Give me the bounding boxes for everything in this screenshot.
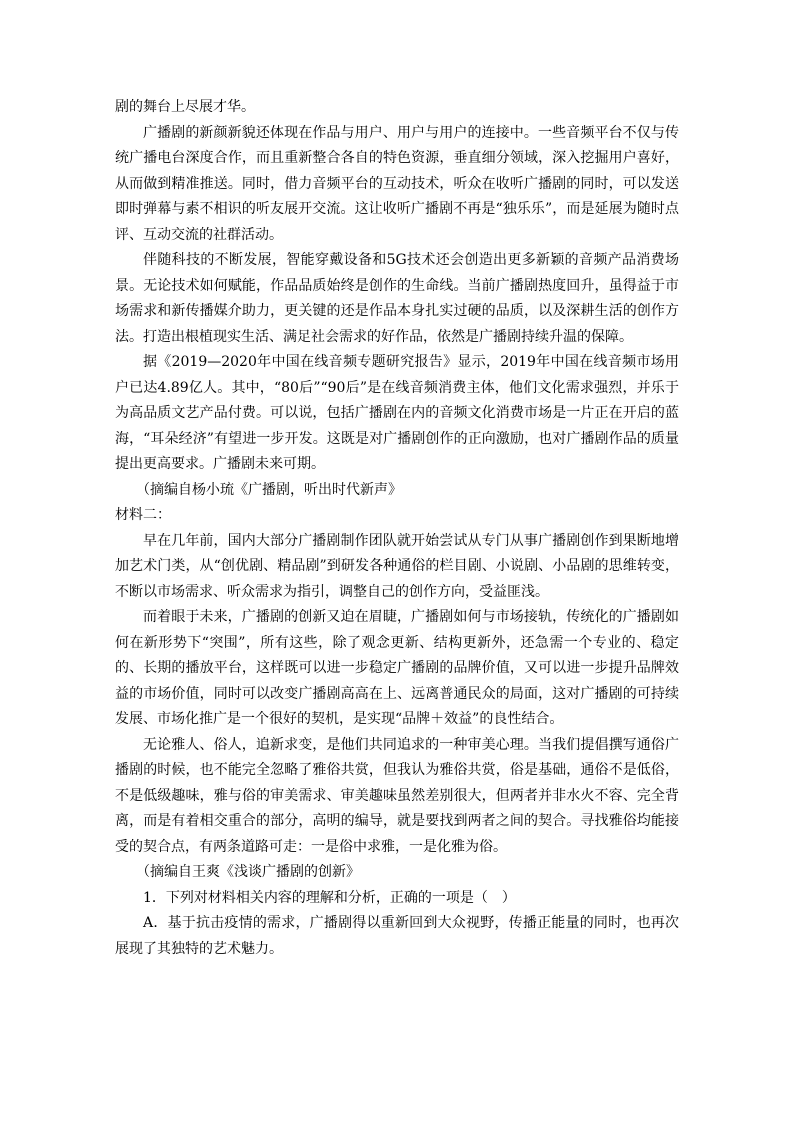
paragraph-aesthetics: 无论雅人、俗人，追新求变，是他们共同追求的一种审美心理。当我们提倡撰写通俗广播剧的时候，也不能完全忽略了雅俗共赏，但我认为雅俗共赏，俗是基础，通俗不是低俗，不是低级趣味，雅与俗的审美需求、审美趣味虽然差别很大，但两者并非水火不容、完全背离，而是有着相交重合的部分，高明的编导，就是要找到两者之间的契合。寻找雅俗均能接受的契合点，有两条道路可走：一是俗中求雅，一是化雅为俗。 [115, 736, 679, 855]
paragraph-production-teams: 早在几年前，国内大部分广播剧制作团队就开始尝试从专门从事广播剧创作到果断地增加艺术门类，从“创优剧、精品剧”到研发各种通俗的栏目剧、小说剧、小品剧的思维转变，不断以市场需求、听众需求为指引，调整自己的创作方向，受益匪浅。 [115, 532, 679, 600]
paragraph-innovation: 而着眼于未来，广播剧的创新又迫在眉睫，广播剧如何与市场接轨，传统化的广播剧如何在新形势下“突围”，所有这些，除了观念更新、结构更新外，还急需一个专业的、稳定的、长期的播放平台，这样既可以进一步稳定广播剧的品牌价值，又可以进一步提升品牌效益的市场价值，同时可以改变广播剧高高在上、远离普通民众的局面，这对广播剧的可持续发展、市场化推广是一个很好的契机，是实现“品牌＋效益”的良性结合。 [115, 609, 679, 727]
paragraph-user-connection: 广播剧的新颜新貌还体现在作品与用户、用户与用户的连接中。一些音频平台不仅与传统广播电台深度合作，而且重新整合各自的特色资源，垂直细分领域，深入挖掘用户喜好，从而做到精准推送。同时，借力音频平台的互动技术，听众在收听广播剧的同时，可以发送即时弹幕与素不相识的听友展开交流。这让收听广播剧不再是“独乐乐”，而是延展为随时点评、互动交流的社群活动。 [115, 124, 679, 243]
paragraph-market-report: 据《2019—2020年中国在线音频专题研究报告》显示，2019年中国在线音频市场用户已达4.89亿人。其中，“80后”“90后”是在线音频消费主体，他们文化需求强烈，并乐于为高品质文艺产品付费。可以说，包括广播剧在内的音频文化消费市场是一片正在开启的蓝海，“耳朵经济”有望进一步开发。这既是对广播剧创作的正向激励，也对广播剧作品的质量提出更高要求。广播剧未来可期。 [115, 354, 679, 472]
paragraph-continuation: 剧的舞台上尽展才华。 [115, 99, 255, 115]
source-citation-2: （摘编自王爽《浅谈广播剧的创新》 [136, 864, 360, 880]
option-a: A．基于抗击疫情的需求，广播剧得以重新回到大众视野，传播正能量的同时，也再次展现了其独特的艺术魅力。 [115, 915, 679, 957]
paragraph-technology: 伴随科技的不断发展，智能穿戴设备和5G技术还会创造出更多新颖的音频产品消费场景。无论技术如何赋能，作品品质始终是创作的生命线。当前广播剧热度回升，虽得益于市场需求和新传播媒介助力，更关键的还是作品本身扎实过硬的品质，以及深耕生活的创作方法。打造出根植现实生活、满足社会需求的好作品，依然是广播剧持续升温的保障。 [115, 252, 679, 345]
source-citation-1: （摘编自杨小琉《广播剧，听出时代新声》 [136, 481, 402, 498]
document-body [115, 95, 679, 962]
question-1: 1．下列对材料相关内容的理解和分析，正确的一项是（ ） [143, 889, 516, 906]
material-two-heading: 材料二： [115, 507, 171, 523]
